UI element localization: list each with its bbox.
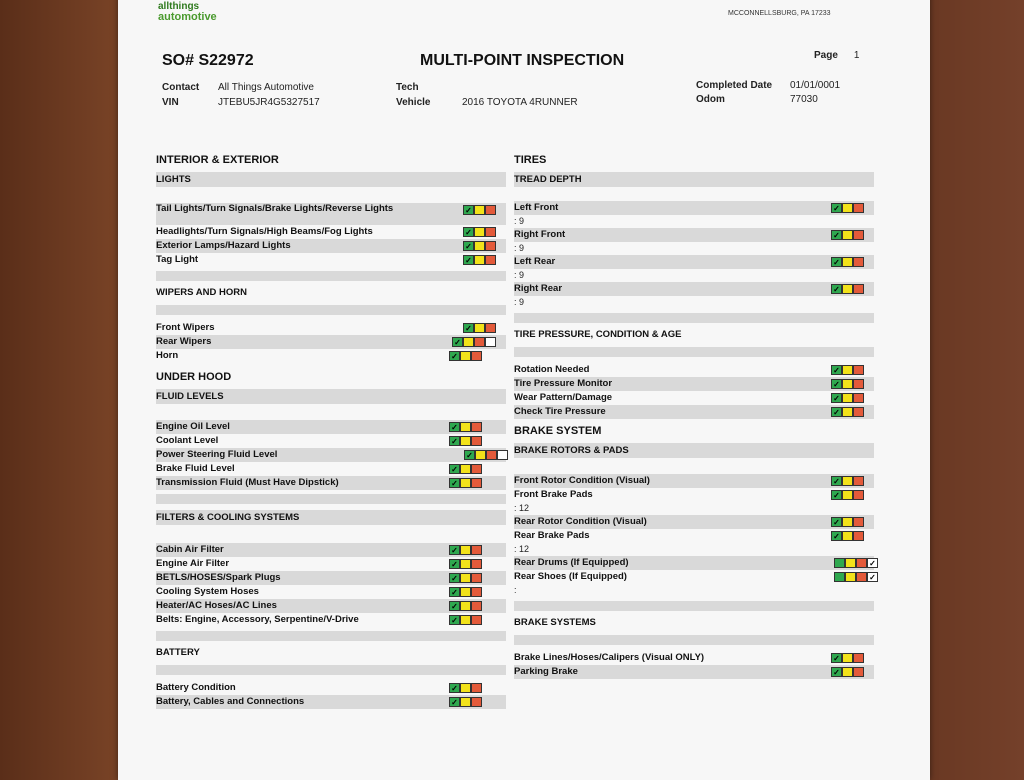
check-row	[156, 462, 506, 476]
check-icon	[449, 422, 460, 432]
status-indicator[interactable]	[449, 559, 482, 569]
completed-date-label: Completed Date	[696, 80, 773, 91]
status-box-red	[853, 407, 864, 417]
status-indicator[interactable]	[452, 337, 496, 347]
item-label: Right Front	[514, 229, 566, 240]
check-icon	[449, 559, 460, 569]
status-box-red	[471, 478, 482, 488]
status-box-yellow	[842, 476, 853, 486]
status-indicator[interactable]	[449, 683, 482, 693]
status-box-yellow	[842, 393, 853, 403]
status-indicator[interactable]	[449, 697, 482, 707]
status-box-red	[853, 490, 864, 500]
check-row	[156, 585, 506, 599]
service-order-number: SO# S22972	[162, 52, 254, 69]
status-box-red	[486, 450, 497, 460]
check-row	[156, 225, 506, 239]
status-box-red	[853, 257, 864, 267]
check-row	[514, 255, 874, 269]
check-row	[514, 556, 874, 570]
vehicle-label: Vehicle	[396, 97, 431, 108]
status-box-yellow	[460, 436, 471, 446]
status-box-yellow	[842, 667, 853, 677]
company-address: MCCONNELLSBURG, PA 17233	[728, 10, 831, 17]
status-indicator[interactable]	[831, 667, 864, 677]
status-box-red	[471, 559, 482, 569]
pad-value: : 12	[514, 503, 530, 513]
status-box-yellow	[460, 587, 471, 597]
check-row	[156, 476, 506, 490]
check-row	[156, 448, 506, 462]
status-box-yellow	[842, 379, 853, 389]
item-label: Tail Lights/Turn Signals/Brake Lights/Reverse Lights	[156, 203, 394, 214]
status-box-red	[853, 476, 864, 486]
status-box-yellow	[474, 227, 485, 237]
check-row	[514, 515, 874, 529]
check-icon	[831, 365, 842, 375]
status-box-red	[853, 230, 864, 240]
status-box-red	[474, 337, 485, 347]
item-label: Tag Light	[156, 254, 199, 265]
check-icon	[867, 572, 878, 582]
status-box-yellow	[460, 683, 471, 693]
item-label: Front Brake Pads	[514, 489, 593, 500]
status-box-red	[853, 531, 864, 541]
item-label: BETLS/HOSES/Spark Plugs	[156, 572, 281, 583]
check-row	[156, 434, 506, 448]
check-icon	[449, 545, 460, 555]
subsection-fluid-levels: FLUID LEVELS	[156, 389, 506, 404]
check-icon	[831, 407, 842, 417]
check-row	[156, 571, 506, 585]
check-row	[156, 203, 506, 225]
status-box-yellow	[842, 531, 853, 541]
item-label: Left Front	[514, 202, 559, 213]
subsection-filters: FILTERS & COOLING SYSTEMS	[156, 510, 506, 525]
check-row	[514, 282, 874, 296]
check-row	[514, 570, 874, 584]
check-icon	[463, 241, 474, 251]
check-row	[514, 201, 874, 215]
subsection-tire-pressure: TIRE PRESSURE, CONDITION & AGE	[514, 329, 682, 340]
item-label: Front Wipers	[156, 322, 215, 333]
subsection-battery: BATTERY	[156, 647, 200, 658]
status-indicator[interactable]	[464, 450, 508, 460]
status-indicator[interactable]	[831, 490, 864, 500]
vehicle-value: 2016 TOYOTA 4RUNNER	[462, 97, 578, 108]
check-icon	[831, 531, 842, 541]
item-label: Rotation Needed	[514, 364, 590, 375]
section-under-hood: UNDER HOOD	[156, 371, 232, 383]
status-box-green	[834, 572, 845, 582]
check-icon	[449, 601, 460, 611]
status-box-red	[471, 697, 482, 707]
logo-line1: allthings	[158, 1, 200, 12]
check-icon	[831, 203, 842, 213]
check-icon	[831, 517, 842, 527]
status-box-red	[485, 241, 496, 251]
status-indicator[interactable]	[834, 558, 878, 568]
item-label: Engine Oil Level	[156, 421, 230, 432]
item-label: Rear Wipers	[156, 336, 212, 347]
status-box-yellow	[474, 323, 485, 333]
check-row	[156, 613, 506, 627]
check-row	[156, 349, 506, 363]
status-indicator[interactable]	[831, 653, 864, 663]
check-icon	[449, 697, 460, 707]
item-label: Rear Rotor Condition (Visual)	[514, 516, 647, 527]
shoes-value: :	[514, 585, 517, 595]
check-icon	[831, 653, 842, 663]
check-row	[514, 228, 874, 242]
item-label: Brake Lines/Hoses/Calipers (Visual ONLY)	[514, 652, 705, 663]
status-box-blank	[485, 337, 496, 347]
status-box-yellow	[842, 230, 853, 240]
check-row	[514, 405, 874, 419]
item-label: Parking Brake	[514, 666, 578, 677]
section-tires: TIRES	[514, 154, 547, 166]
check-icon	[831, 257, 842, 267]
status-box-yellow	[460, 545, 471, 555]
status-indicator[interactable]	[831, 379, 864, 389]
status-indicator[interactable]	[831, 407, 864, 417]
tread-value: : 9	[514, 297, 525, 307]
status-box-yellow	[842, 203, 853, 213]
status-box-yellow	[460, 478, 471, 488]
section-brake-system: BRAKE SYSTEM	[514, 425, 602, 437]
status-indicator[interactable]	[449, 545, 482, 555]
item-label: Coolant Level	[156, 435, 219, 446]
subsection-brake-rotors: BRAKE ROTORS & PADS	[514, 443, 874, 458]
logo-line2: automotive	[158, 11, 217, 23]
status-box-red	[853, 284, 864, 294]
item-label: Rear Shoes (If Equipped)	[514, 571, 627, 582]
page-label: Page	[814, 50, 838, 61]
item-label: Rear Drums (If Equipped)	[514, 557, 629, 568]
status-box-yellow	[474, 241, 485, 251]
status-box-green	[834, 558, 845, 568]
odometer-label: Odom	[696, 94, 725, 105]
item-label: Wear Pattern/Damage	[514, 392, 613, 403]
check-icon	[463, 205, 474, 215]
check-row	[514, 377, 874, 391]
check-icon	[831, 393, 842, 403]
status-box-red	[471, 464, 482, 474]
check-row	[514, 665, 874, 679]
check-icon	[831, 667, 842, 677]
status-box-red	[856, 572, 867, 582]
item-label: Battery Condition	[156, 682, 236, 693]
check-row	[514, 391, 874, 405]
check-row	[156, 335, 506, 349]
status-box-yellow	[463, 337, 474, 347]
status-indicator[interactable]	[831, 393, 864, 403]
check-icon	[449, 436, 460, 446]
status-indicator[interactable]	[449, 573, 482, 583]
check-row	[156, 557, 506, 571]
tread-value: : 9	[514, 243, 525, 253]
subsection-brake-systems: BRAKE SYSTEMS	[514, 617, 596, 628]
check-icon	[449, 683, 460, 693]
status-indicator[interactable]	[831, 476, 864, 486]
item-label: Front Rotor Condition (Visual)	[514, 475, 650, 486]
status-indicator[interactable]	[463, 205, 496, 215]
status-box-red	[471, 601, 482, 611]
status-box-blank	[497, 450, 508, 460]
status-box-red	[471, 351, 482, 361]
subsection-tread-depth: TREAD DEPTH	[514, 172, 874, 187]
right-column	[514, 154, 874, 679]
status-box-yellow	[460, 422, 471, 432]
status-box-red	[471, 422, 482, 432]
status-box-yellow	[845, 558, 856, 568]
subsection-wipers: WIPERS AND HORN	[156, 287, 247, 298]
odometer-value: 77030	[790, 94, 818, 105]
item-label: Engine Air Filter	[156, 558, 230, 569]
status-box-yellow	[474, 255, 485, 265]
status-indicator[interactable]	[834, 572, 878, 582]
status-box-red	[471, 545, 482, 555]
item-label: Exterior Lamps/Hazard Lights	[156, 240, 291, 251]
status-box-red	[853, 365, 864, 375]
check-icon	[449, 573, 460, 583]
status-indicator[interactable]	[831, 531, 864, 541]
status-box-yellow	[474, 205, 485, 215]
status-box-red	[485, 323, 496, 333]
item-label: Rear Brake Pads	[514, 530, 590, 541]
check-icon	[463, 227, 474, 237]
status-box-yellow	[842, 284, 853, 294]
status-indicator[interactable]	[463, 323, 496, 333]
item-label: Headlights/Turn Signals/High Beams/Fog Lights	[156, 226, 373, 237]
status-box-yellow	[842, 365, 853, 375]
status-box-yellow	[475, 450, 486, 460]
status-indicator[interactable]	[463, 255, 496, 265]
item-label: Tire Pressure Monitor	[514, 378, 613, 389]
check-row	[156, 253, 506, 267]
check-icon	[831, 230, 842, 240]
status-box-yellow	[460, 351, 471, 361]
status-box-red	[485, 205, 496, 215]
check-icon	[831, 476, 842, 486]
check-icon	[463, 255, 474, 265]
check-icon	[831, 284, 842, 294]
item-label: Left Rear	[514, 256, 556, 267]
status-box-red	[853, 379, 864, 389]
subsection-lights: LIGHTS	[156, 172, 506, 187]
status-box-red	[856, 558, 867, 568]
status-box-red	[485, 255, 496, 265]
item-label: Check Tire Pressure	[514, 406, 606, 417]
status-indicator[interactable]	[449, 601, 482, 611]
status-box-yellow	[460, 464, 471, 474]
check-row	[156, 420, 506, 434]
pad-value: : 12	[514, 544, 530, 554]
check-row	[156, 681, 506, 695]
left-column	[156, 154, 506, 709]
check-icon	[463, 323, 474, 333]
check-icon	[464, 450, 475, 460]
status-indicator[interactable]	[831, 257, 864, 267]
tech-label: Tech	[396, 82, 419, 93]
check-row	[156, 599, 506, 613]
status-box-red	[471, 573, 482, 583]
contact-label: Contact	[162, 82, 200, 93]
status-box-red	[853, 393, 864, 403]
check-icon	[449, 615, 460, 625]
item-label: Battery, Cables and Connections	[156, 696, 305, 707]
vin-label: VIN	[162, 97, 179, 108]
completed-date-value: 01/01/0001	[790, 80, 841, 91]
vin-value: JTEBU5JR4G5327517	[218, 97, 320, 108]
item-label: Cabin Air Filter	[156, 544, 224, 555]
check-icon	[449, 351, 460, 361]
page-indicator	[814, 50, 859, 61]
tread-value: : 9	[514, 216, 525, 226]
item-label: Heater/AC Hoses/AC Lines	[156, 600, 277, 611]
status-indicator[interactable]	[831, 203, 864, 213]
page-number: 1	[853, 50, 860, 61]
check-icon	[831, 379, 842, 389]
check-icon	[449, 464, 460, 474]
status-box-red	[853, 517, 864, 527]
status-indicator[interactable]	[449, 422, 482, 432]
status-box-red	[485, 227, 496, 237]
status-box-red	[471, 615, 482, 625]
check-row	[514, 488, 874, 502]
status-box-yellow	[842, 407, 853, 417]
item-label: Power Steering Fluid Level	[156, 449, 278, 460]
status-box-red	[471, 683, 482, 693]
status-indicator[interactable]	[449, 587, 482, 597]
tread-value: : 9	[514, 270, 525, 280]
status-indicator[interactable]	[449, 615, 482, 625]
status-box-yellow	[842, 653, 853, 663]
check-row	[514, 651, 874, 665]
status-indicator[interactable]	[831, 365, 864, 375]
contact-value: All Things Automotive	[218, 82, 314, 93]
inspection-sheet	[118, 0, 930, 780]
status-box-yellow	[845, 572, 856, 582]
status-box-yellow	[460, 573, 471, 583]
status-box-yellow	[842, 257, 853, 267]
status-box-yellow	[460, 615, 471, 625]
check-row	[156, 321, 506, 335]
item-label: Brake Fluid Level	[156, 463, 235, 474]
status-box-red	[853, 653, 864, 663]
status-indicator[interactable]	[831, 284, 864, 294]
status-box-red	[853, 667, 864, 677]
status-box-yellow	[460, 559, 471, 569]
item-label: Right Rear	[514, 283, 563, 294]
item-label: Cooling System Hoses	[156, 586, 259, 597]
check-icon	[449, 587, 460, 597]
status-box-yellow	[460, 601, 471, 611]
status-box-red	[471, 587, 482, 597]
status-box-red	[471, 436, 482, 446]
check-row	[156, 695, 506, 709]
status-indicator[interactable]	[831, 230, 864, 240]
check-icon	[452, 337, 463, 347]
status-indicator[interactable]	[463, 227, 496, 237]
check-row	[514, 363, 874, 377]
status-box-yellow	[842, 517, 853, 527]
status-indicator[interactable]	[449, 464, 482, 474]
status-box-yellow	[460, 697, 471, 707]
item-label: Transmission Fluid (Must Have Dipstick)	[156, 477, 339, 488]
check-icon	[449, 478, 460, 488]
check-row	[156, 543, 506, 557]
item-label: Belts: Engine, Accessory, Serpentine/V-Drive	[156, 614, 359, 625]
status-indicator[interactable]	[449, 478, 482, 488]
check-row	[514, 529, 874, 543]
company-logo	[158, 2, 217, 22]
status-indicator[interactable]	[463, 241, 496, 251]
check-icon	[867, 558, 878, 568]
check-row	[156, 239, 506, 253]
status-indicator[interactable]	[449, 351, 482, 361]
status-indicator[interactable]	[449, 436, 482, 446]
page-title: MULTI-POINT INSPECTION	[420, 52, 625, 69]
status-box-red	[853, 203, 864, 213]
status-indicator[interactable]	[831, 517, 864, 527]
section-interior-exterior: INTERIOR & EXTERIOR	[156, 154, 279, 166]
item-label: Horn	[156, 350, 179, 361]
check-icon	[831, 490, 842, 500]
status-box-yellow	[842, 490, 853, 500]
check-row	[514, 474, 874, 488]
